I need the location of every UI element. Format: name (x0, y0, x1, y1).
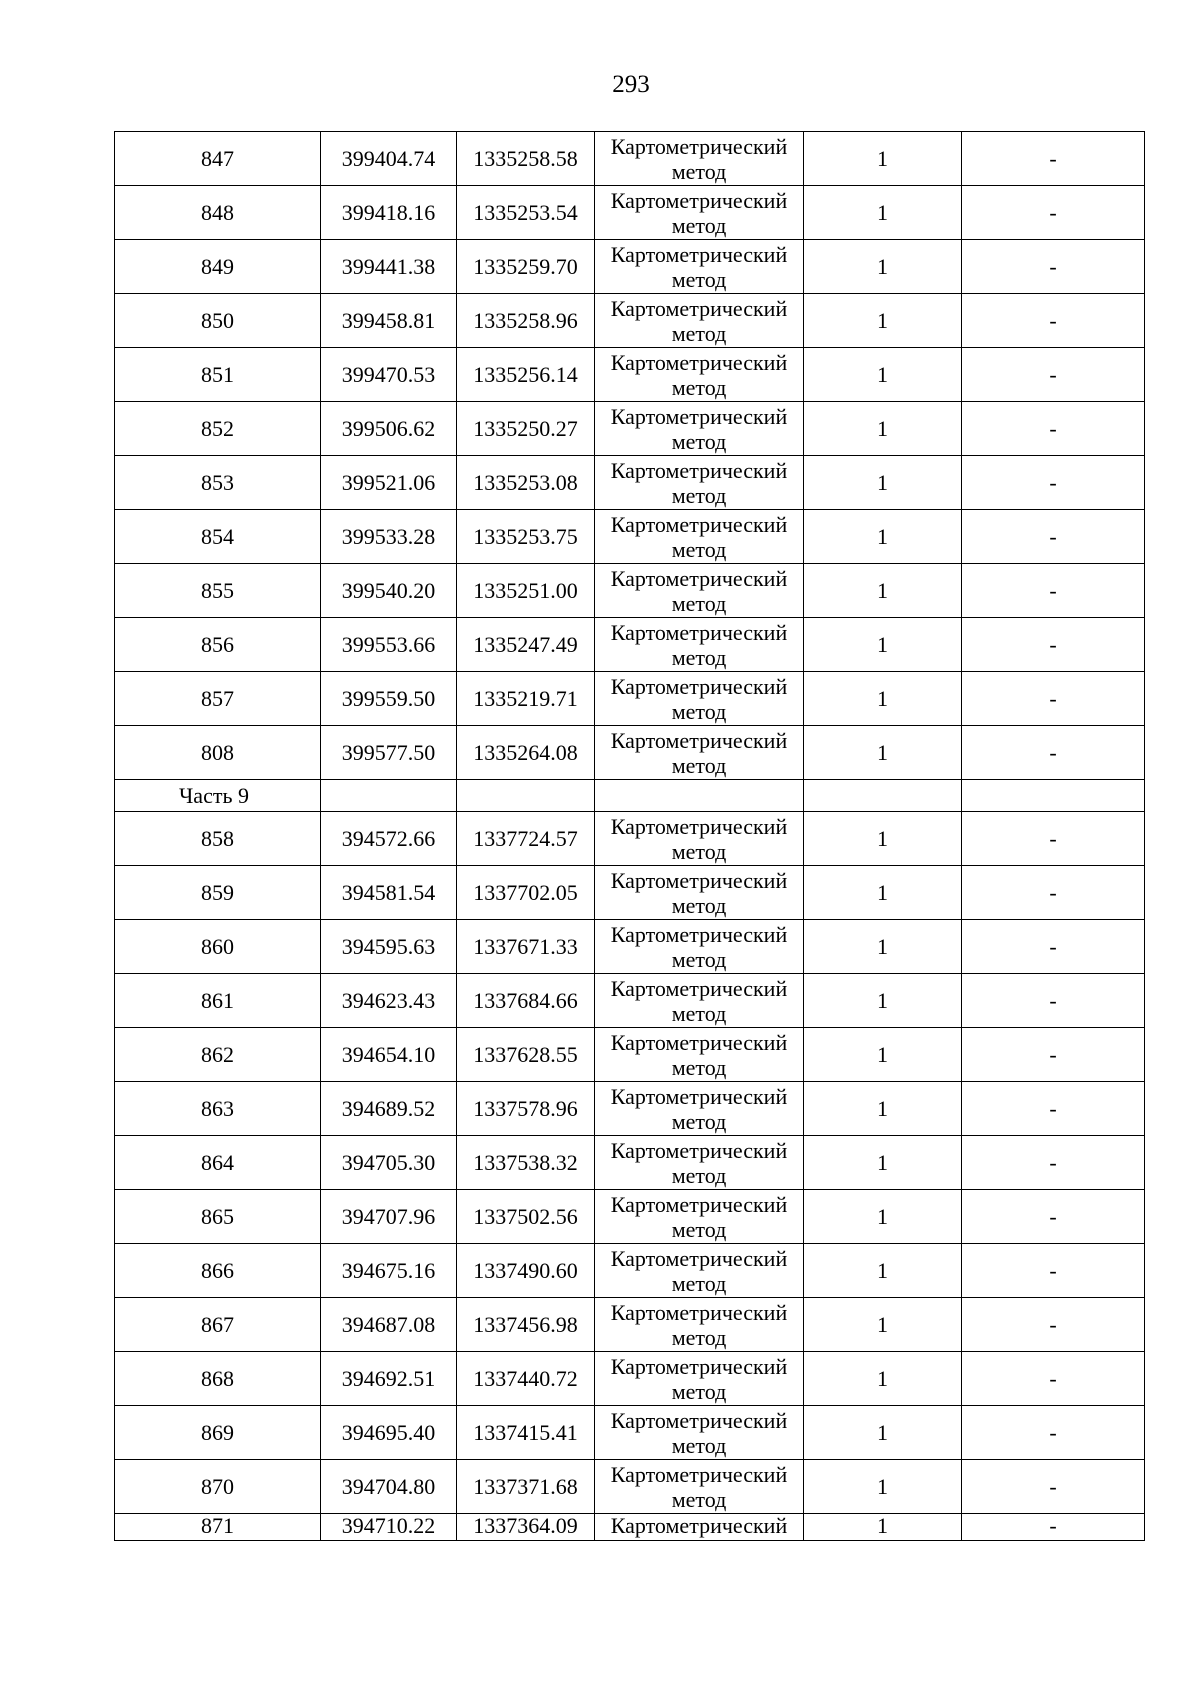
point-number: 854 (115, 510, 321, 564)
note: - (962, 1460, 1145, 1514)
precision: 1 (804, 1352, 962, 1406)
table-row (115, 1298, 1145, 1352)
note: - (962, 974, 1145, 1028)
coord-y: 1335258.58 (457, 132, 595, 186)
method: Картометрический метод (595, 564, 804, 618)
precision: 1 (804, 1514, 962, 1541)
coord-y: 1337538.32 (457, 1136, 595, 1190)
method: Картометрический метод (595, 294, 804, 348)
table-row (115, 294, 1145, 348)
precision: 1 (804, 240, 962, 294)
table-row (115, 866, 1145, 920)
precision: 1 (804, 726, 962, 780)
precision: 1 (804, 812, 962, 866)
precision: 1 (804, 1298, 962, 1352)
note: - (962, 402, 1145, 456)
empty-cell (804, 780, 962, 812)
precision: 1 (804, 1190, 962, 1244)
note: - (962, 510, 1145, 564)
method: Картометрический метод (595, 866, 804, 920)
coord-x: 399458.81 (321, 294, 457, 348)
table-row (115, 1352, 1145, 1406)
method: Картометрический метод (595, 974, 804, 1028)
coord-y: 1335259.70 (457, 240, 595, 294)
note: - (962, 1406, 1145, 1460)
precision: 1 (804, 132, 962, 186)
coord-x: 394572.66 (321, 812, 457, 866)
table-row (115, 1244, 1145, 1298)
note: - (962, 1352, 1145, 1406)
precision: 1 (804, 402, 962, 456)
table-row (115, 348, 1145, 402)
coord-x: 394705.30 (321, 1136, 457, 1190)
point-number: 808 (115, 726, 321, 780)
coord-y: 1337671.33 (457, 920, 595, 974)
coord-y: 1337578.96 (457, 1082, 595, 1136)
coord-y: 1337684.66 (457, 974, 595, 1028)
point-number: 862 (115, 1028, 321, 1082)
point-number: 848 (115, 186, 321, 240)
method: Картометрический метод (595, 1406, 804, 1460)
note: - (962, 866, 1145, 920)
table-row (115, 132, 1145, 186)
coord-x: 394704.80 (321, 1460, 457, 1514)
table-row (115, 1406, 1145, 1460)
method: Картометрический метод (595, 402, 804, 456)
method: Картометрический метод (595, 1244, 804, 1298)
coord-x: 394581.54 (321, 866, 457, 920)
table-row (115, 672, 1145, 726)
precision: 1 (804, 1028, 962, 1082)
section-label: Часть 9 (115, 780, 321, 812)
point-number: 852 (115, 402, 321, 456)
precision: 1 (804, 1244, 962, 1298)
precision: 1 (804, 456, 962, 510)
method: Картометрический метод (595, 1460, 804, 1514)
table-row (115, 456, 1145, 510)
coord-x: 399506.62 (321, 402, 457, 456)
coord-y: 1335253.54 (457, 186, 595, 240)
empty-cell (321, 780, 457, 812)
precision: 1 (804, 564, 962, 618)
point-number: 863 (115, 1082, 321, 1136)
table-row (115, 564, 1145, 618)
method: Картометрический метод (595, 672, 804, 726)
precision: 1 (804, 1460, 962, 1514)
table-row (115, 1190, 1145, 1244)
table-row (115, 1028, 1145, 1082)
coord-x: 399533.28 (321, 510, 457, 564)
point-number: 869 (115, 1406, 321, 1460)
coord-x: 394695.40 (321, 1406, 457, 1460)
method: Картометрический метод (595, 1352, 804, 1406)
note: - (962, 456, 1145, 510)
precision: 1 (804, 920, 962, 974)
precision: 1 (804, 1406, 962, 1460)
note: - (962, 186, 1145, 240)
table-row (115, 1082, 1145, 1136)
point-number: 847 (115, 132, 321, 186)
precision: 1 (804, 618, 962, 672)
point-number: 850 (115, 294, 321, 348)
method: Картометрический метод (595, 1298, 804, 1352)
coord-y: 1337371.68 (457, 1460, 595, 1514)
point-number: 856 (115, 618, 321, 672)
note: - (962, 726, 1145, 780)
point-number: 868 (115, 1352, 321, 1406)
coord-x: 399470.53 (321, 348, 457, 402)
table-row (115, 618, 1145, 672)
point-number: 870 (115, 1460, 321, 1514)
coord-x: 399418.16 (321, 186, 457, 240)
note: - (962, 132, 1145, 186)
coord-x: 399553.66 (321, 618, 457, 672)
point-number: 857 (115, 672, 321, 726)
precision: 1 (804, 866, 962, 920)
method: Картометрический метод (595, 812, 804, 866)
coord-y: 1335256.14 (457, 348, 595, 402)
point-number: 871 (115, 1514, 321, 1541)
point-number: 867 (115, 1298, 321, 1352)
point-number: 861 (115, 974, 321, 1028)
coord-x: 394675.16 (321, 1244, 457, 1298)
note: - (962, 240, 1145, 294)
coord-x: 394687.08 (321, 1298, 457, 1352)
note: - (962, 920, 1145, 974)
coord-x: 394692.51 (321, 1352, 457, 1406)
coord-y: 1335264.08 (457, 726, 595, 780)
note: - (962, 1190, 1145, 1244)
method: Картометрический метод (595, 1190, 804, 1244)
precision: 1 (804, 510, 962, 564)
table-row (115, 726, 1145, 780)
table-row (115, 186, 1145, 240)
coord-y: 1337724.57 (457, 812, 595, 866)
coord-y: 1337502.56 (457, 1190, 595, 1244)
note: - (962, 672, 1145, 726)
method: Картометрический метод (595, 348, 804, 402)
table-row (115, 240, 1145, 294)
coord-x: 399577.50 (321, 726, 457, 780)
coordinates-table (114, 131, 1145, 1541)
point-number: 851 (115, 348, 321, 402)
precision: 1 (804, 1136, 962, 1190)
note: - (962, 1298, 1145, 1352)
coord-y: 1335250.27 (457, 402, 595, 456)
coord-y: 1335253.75 (457, 510, 595, 564)
point-number: 865 (115, 1190, 321, 1244)
method: Картометрический метод (595, 132, 804, 186)
table-row (115, 974, 1145, 1028)
point-number: 855 (115, 564, 321, 618)
coord-x: 399540.20 (321, 564, 457, 618)
method: Картометрический метод (595, 618, 804, 672)
coord-y: 1337628.55 (457, 1028, 595, 1082)
coord-y: 1335247.49 (457, 618, 595, 672)
note: - (962, 1136, 1145, 1190)
coord-x: 399521.06 (321, 456, 457, 510)
note: - (962, 294, 1145, 348)
note: - (962, 1244, 1145, 1298)
method: Картометрический метод (595, 186, 804, 240)
precision: 1 (804, 672, 962, 726)
note: - (962, 1028, 1145, 1082)
note: - (962, 1514, 1145, 1541)
point-number: 859 (115, 866, 321, 920)
coord-y: 1337456.98 (457, 1298, 595, 1352)
empty-cell (595, 780, 804, 812)
method: Картометрический метод (595, 456, 804, 510)
point-number: 864 (115, 1136, 321, 1190)
table-row (115, 1136, 1145, 1190)
coord-x: 394623.43 (321, 974, 457, 1028)
note: - (962, 1082, 1145, 1136)
coord-x: 399441.38 (321, 240, 457, 294)
precision: 1 (804, 974, 962, 1028)
method: Картометрический метод (595, 920, 804, 974)
point-number: 858 (115, 812, 321, 866)
coord-y: 1335219.71 (457, 672, 595, 726)
page-number: 293 (612, 71, 650, 98)
note: - (962, 618, 1145, 672)
section-row (115, 780, 1145, 812)
precision: 1 (804, 186, 962, 240)
empty-cell (962, 780, 1145, 812)
method: Картометрический метод (595, 726, 804, 780)
table-row (115, 402, 1145, 456)
method: Картометрический метод (595, 1082, 804, 1136)
note: - (962, 564, 1145, 618)
coord-y: 1335251.00 (457, 564, 595, 618)
table-row (115, 510, 1145, 564)
coord-x: 394710.22 (321, 1514, 457, 1541)
coord-x: 394654.10 (321, 1028, 457, 1082)
precision: 1 (804, 348, 962, 402)
method: Картометрический метод (595, 1028, 804, 1082)
point-number: 853 (115, 456, 321, 510)
coord-x: 394689.52 (321, 1082, 457, 1136)
method: Картометрический метод (595, 1136, 804, 1190)
table-row (115, 1460, 1145, 1514)
point-number: 860 (115, 920, 321, 974)
precision: 1 (804, 1082, 962, 1136)
empty-cell (457, 780, 595, 812)
coord-x: 399404.74 (321, 132, 457, 186)
point-number: 849 (115, 240, 321, 294)
note: - (962, 812, 1145, 866)
coord-x: 394707.96 (321, 1190, 457, 1244)
coord-y: 1337415.41 (457, 1406, 595, 1460)
note: - (962, 348, 1145, 402)
coord-y: 1337440.72 (457, 1352, 595, 1406)
table-row (115, 920, 1145, 974)
coord-y: 1335253.08 (457, 456, 595, 510)
method: Картометрический (595, 1514, 804, 1541)
point-number: 866 (115, 1244, 321, 1298)
coord-y: 1337702.05 (457, 866, 595, 920)
coord-y: 1335258.96 (457, 294, 595, 348)
coordinates-table-body (115, 132, 1145, 1541)
coord-x: 394595.63 (321, 920, 457, 974)
coord-y: 1337364.09 (457, 1514, 595, 1541)
method: Картометрический метод (595, 510, 804, 564)
table-row (115, 812, 1145, 866)
method: Картометрический метод (595, 240, 804, 294)
precision: 1 (804, 294, 962, 348)
coord-y: 1337490.60 (457, 1244, 595, 1298)
table-row (115, 1514, 1145, 1541)
coord-x: 399559.50 (321, 672, 457, 726)
